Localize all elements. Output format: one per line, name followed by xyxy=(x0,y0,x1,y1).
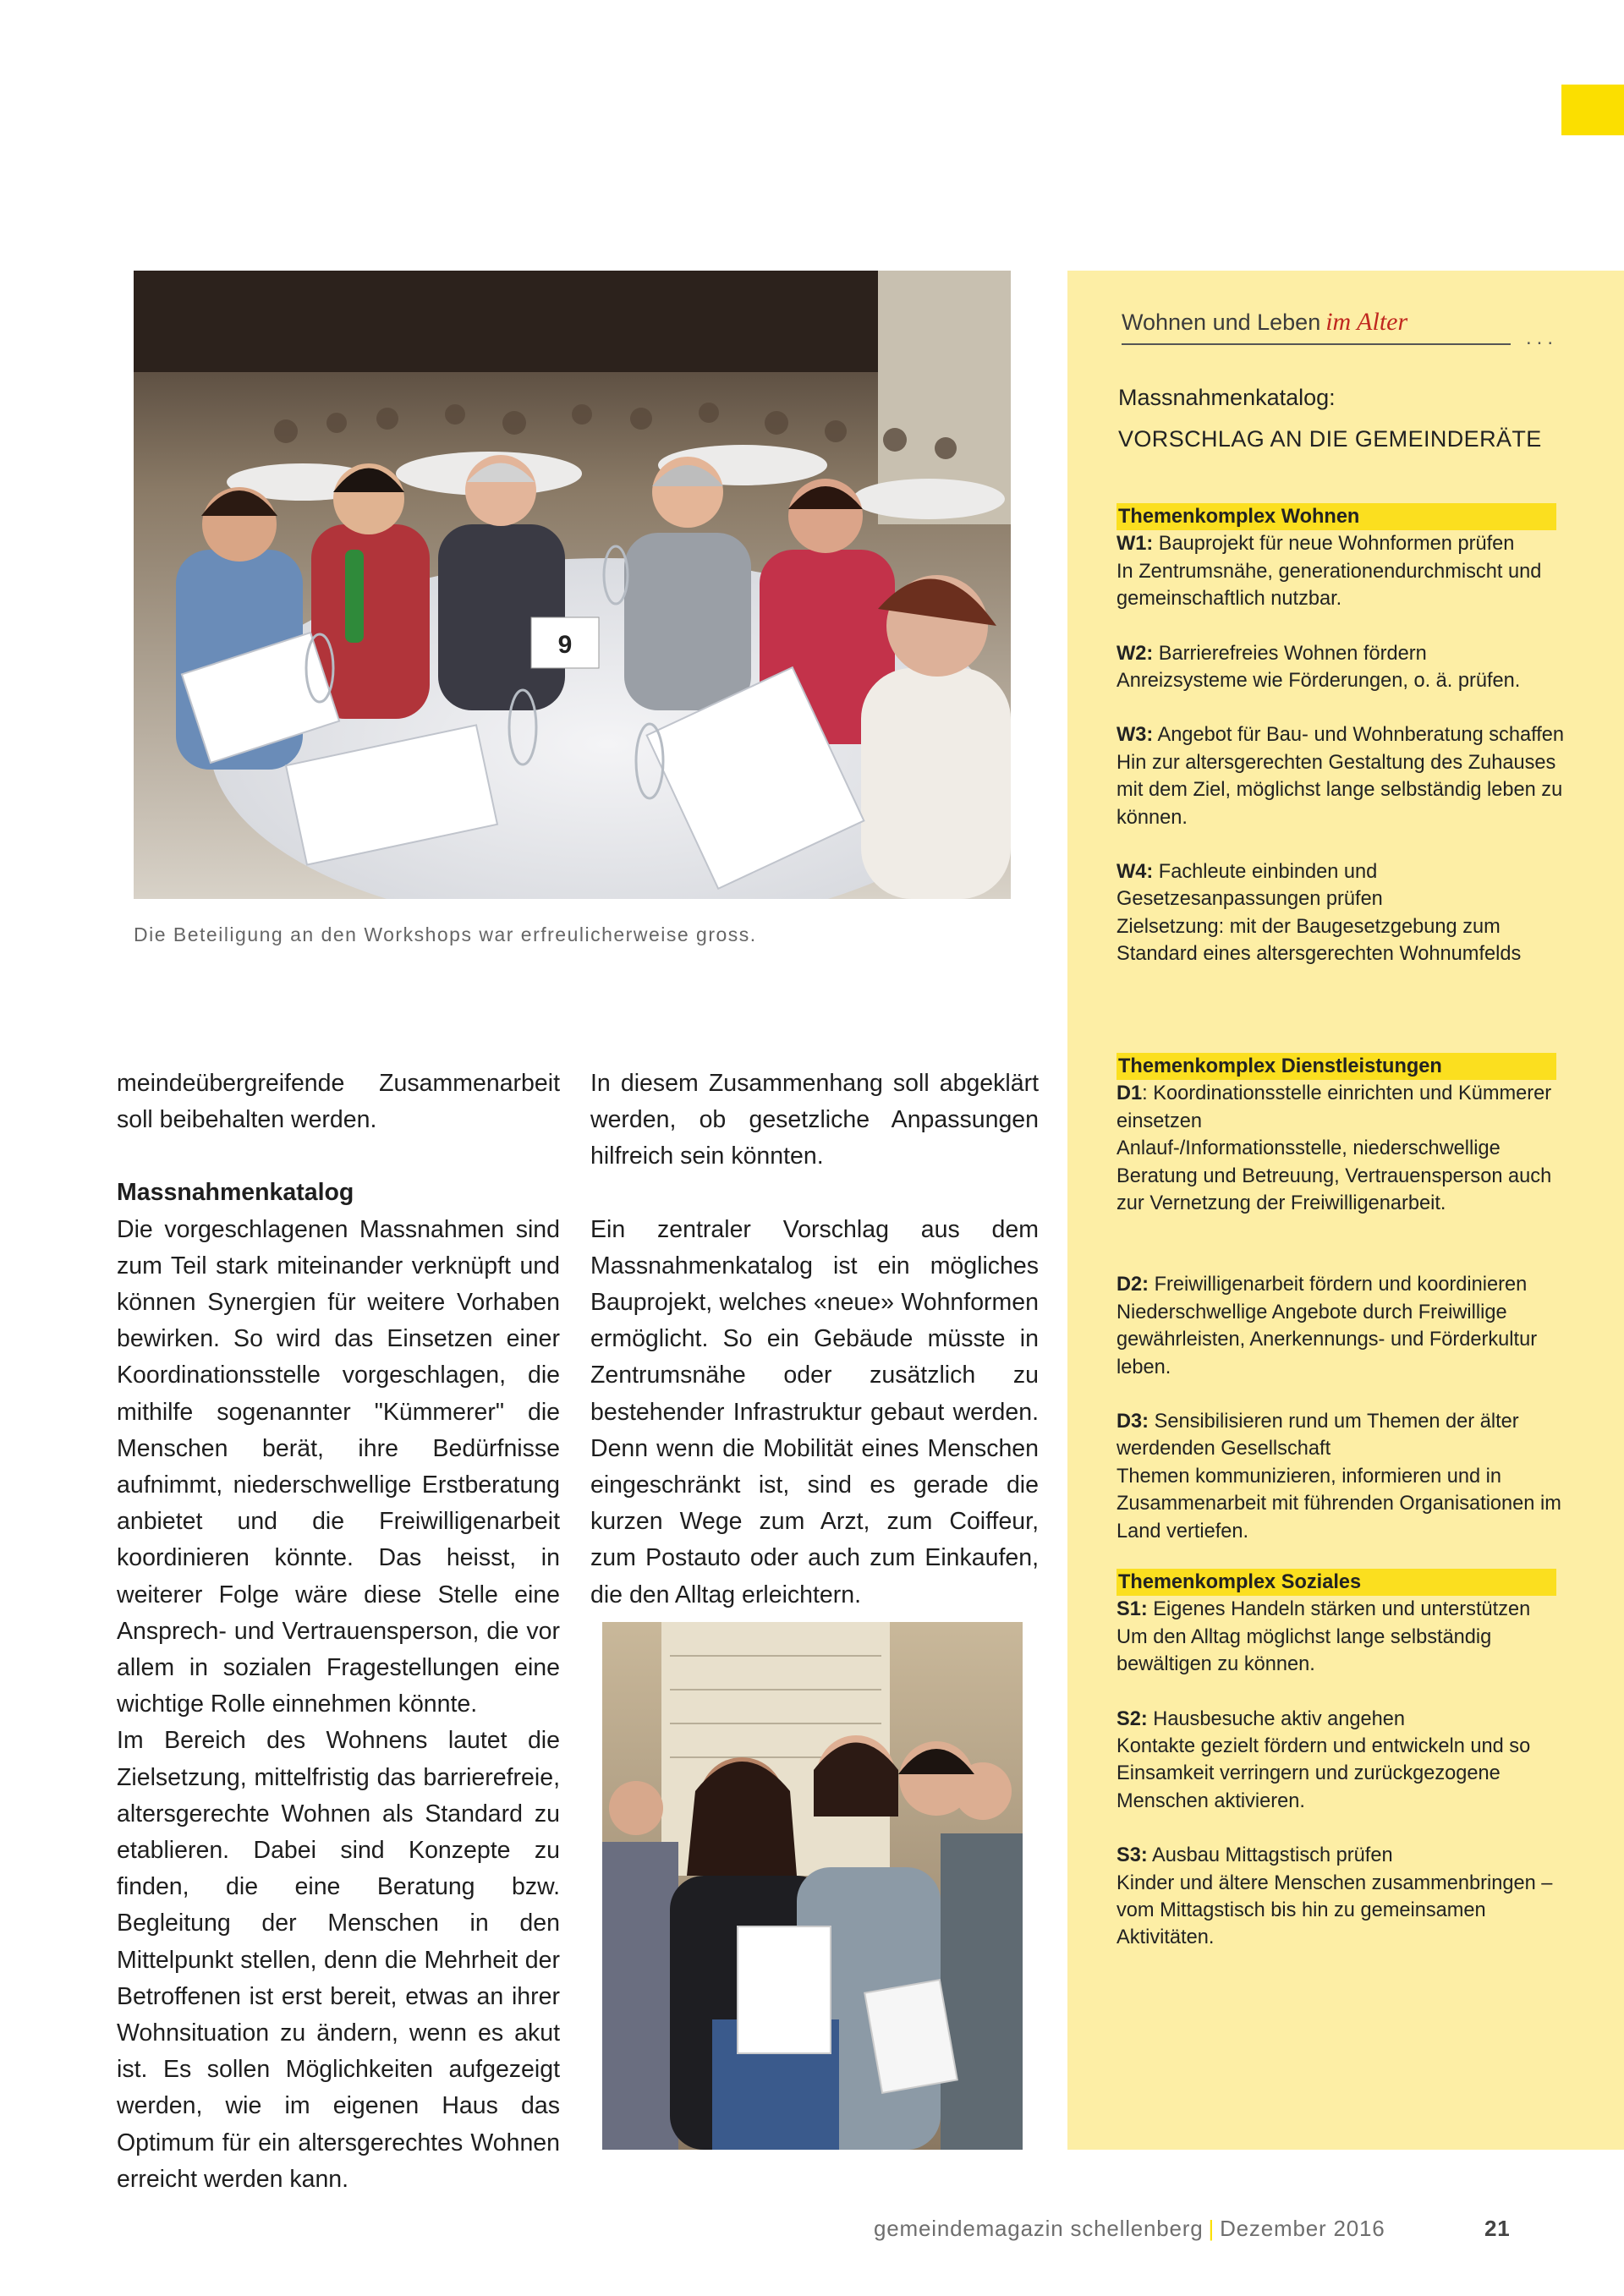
corner-tab xyxy=(1561,85,1624,135)
article-column-left xyxy=(117,1066,560,2198)
article-intro: meindeübergreifende Zusammenarbeit soll beibehalten werden. xyxy=(117,1070,560,1134)
measure-text: Anreizsysteme wie Förderungen, o. ä. prüfen. xyxy=(1116,670,1521,693)
measure-text: In Zentrumsnähe, generationendurchmischt und gemeinschaftlich nutzbar. xyxy=(1116,560,1542,611)
measure-title: W4: Fachleute einbinden und Gesetzesanpassungen prüfen xyxy=(1116,861,1383,911)
measure-title: S3: Ausbau Mittagstisch prüfen xyxy=(1116,1844,1393,1867)
measure-title: S1: Eigenes Handeln stärken und unterstützen xyxy=(1116,1598,1531,1621)
measure-title: W2: Barrierefreies Wohnen fördern xyxy=(1116,642,1427,665)
footer-issue: Dezember 2016 xyxy=(1220,2216,1385,2241)
measure-text: Themen kommunizieren, informieren und in Zusammenarbeit mit führenden Organisationen im Land vertiefen. xyxy=(1116,1465,1561,1543)
footer-separator: | xyxy=(1208,2216,1215,2241)
theme-wohnen xyxy=(1116,503,1565,968)
theme-heading: Themenkomplex Dienstleistungen xyxy=(1116,1053,1556,1080)
article-paragraph: In diesem Zusammenhang soll abgeklärt werden, ob gesetzliche Anpassungen hilfreich sein könnten. xyxy=(590,1070,1039,1170)
measure-title: D1: Koordinationsstelle einrichten und Kümmerer einsetzen xyxy=(1116,1082,1552,1132)
measure-title: D2: Freiwilligenarbeit fördern und koordinieren xyxy=(1116,1274,1528,1296)
sidebar-title-line1: Massnahmenkatalog: xyxy=(1118,385,1336,410)
logo-underline xyxy=(1122,343,1511,345)
measure-text: Kontakte gezielt fördern und entwickeln und so Einsamkeit verringern und zurückgezogene Menschen aktivieren. xyxy=(1116,1735,1531,1812)
sidebar-title-line2: VORSCHLAG AN DIE GEMEINDERÄTE xyxy=(1118,426,1542,452)
measure-text: Hin zur altersgerechten Gestaltung des Zuhauses mit dem Ziel, möglichst lange selbständig leben zu können. xyxy=(1116,751,1563,829)
logo-script-text: im Alter xyxy=(1325,308,1408,336)
photo-caption: Die Beteiligung an den Workshops war erfreulicherweise gross. xyxy=(134,923,757,945)
footer-magazine xyxy=(874,2216,1385,2242)
sidebar-title xyxy=(1118,377,1542,460)
measure-title: S2: Hausbesuche aktiv angehen xyxy=(1116,1707,1406,1730)
page-number: 21 xyxy=(1484,2216,1511,2241)
article-column-right xyxy=(590,1066,1039,1614)
photo-icon xyxy=(602,1622,1023,2150)
measure-text: Um den Alltag möglichst lange selbständig bewältigen zu können. xyxy=(1116,1625,1492,1676)
article-paragraph: Im Bereich des Wohnens lautet die Zielsetzung, mittelfristig das barrierefreie, altersgerechte Wohnen als Standard zu etablieren. Dabei sind Konzepte zu finden, die eine Beratung bzw. Begleitung der Menschen in den Mittelpunkt stellen, denn die Mehrheit der Betroffenen ist erst bereit, etwas an ihrer Wohnsituation zu ändern, wenn es akut ist. Es sollen Möglichkeiten aufgezeigt werden, wie im eigenen Haus das Optimum für ein altersgerechtes Wohnen erreicht werden kann. xyxy=(117,1727,560,2193)
article-paragraph: Die vorgeschlagenen Massnahmen sind zum Teil stark miteinander verknüpft und können Synergien für weitere Vorhaben bewirken. So wird das Einsetzen einer Koordinationsstelle vorgeschlagen, die mithilfe sogenannter "Kümmerer" die Menschen berät, ihre Bedürfnisse aufnimmt, niederschwellige Erstberatung anbietet und die Freiwilligenarbeit koordinieren könnte. Das heisst, in weiterer Folge wäre diese Stelle eine Ansprech- und Vertrauensperson, die vor allem in sozialen Fragestellungen eine wichtige Rolle einnehmen könnte. xyxy=(117,1215,560,1718)
sidebar-box xyxy=(1067,271,1624,2150)
sidebar-logo xyxy=(1122,308,1587,350)
measure-title: D3: Sensibilisieren rund um Themen der älter werdenden Gesellschaft xyxy=(1116,1411,1519,1460)
article-paragraph: Ein zentraler Vorschlag aus dem Massnahmenkatalog ist ein mögliches Bauprojekt, welches «neue» Wohnformen ermöglicht. So ein Gebäude müsste in Zentrumsnähe oder zusätzlich zu bestehender Infrastruktur gebaut werden. Denn wenn die Mobilität eines Menschen eingeschränkt ist, sind es gerade die kurzen Wege zum Arzt, zum Coiffeur, zum Postauto oder auch zum Einkaufen, die den Alltag erleichtern. xyxy=(590,1215,1039,1608)
theme-soziales xyxy=(1116,1569,1565,1952)
measure-text: Kinder und ältere Menschen zusammenbringen – vom Mittagstisch bis hin zu gemeinsamen Aktivitäten. xyxy=(1116,1871,1553,1949)
theme-dienstleistungen xyxy=(1116,1053,1565,1545)
logo-dots: ... xyxy=(1526,326,1559,349)
measure-text: Zielsetzung: mit der Baugesetzgebung zum Standard eines altersgerechten Wohnumfelds xyxy=(1116,915,1522,966)
measure-title: W1: Bauprojekt für neue Wohnformen prüfen xyxy=(1116,533,1515,556)
theme-heading: Themenkomplex Wohnen xyxy=(1116,503,1556,530)
article-heading: Massnahmenkatalog xyxy=(117,1179,354,1207)
measure-text: Niederschwellige Angebote durch Freiwillige gewährleisten, Anerkennungs- und Förderkultur leben. xyxy=(1116,1301,1538,1378)
workshop-photo xyxy=(134,271,1011,899)
theme-heading: Themenkomplex Soziales xyxy=(1116,1569,1556,1596)
group-photo xyxy=(602,1622,1023,2150)
measure-text: Anlauf-/Informationsstelle, niederschwellige Beratung und Betreuung, Vertrauensperson auch zur Vernetzung der Freiwilligenarbeit. xyxy=(1116,1137,1552,1215)
logo-text: Wohnen und Leben xyxy=(1122,310,1321,335)
footer-magazine-name: gemeindemagazin schellenberg xyxy=(874,2216,1204,2241)
measure-title: W3: Angebot für Bau- und Wohnberatung schaffen xyxy=(1116,724,1565,747)
photo-icon xyxy=(134,271,1011,899)
table-number: 9 xyxy=(557,631,573,659)
